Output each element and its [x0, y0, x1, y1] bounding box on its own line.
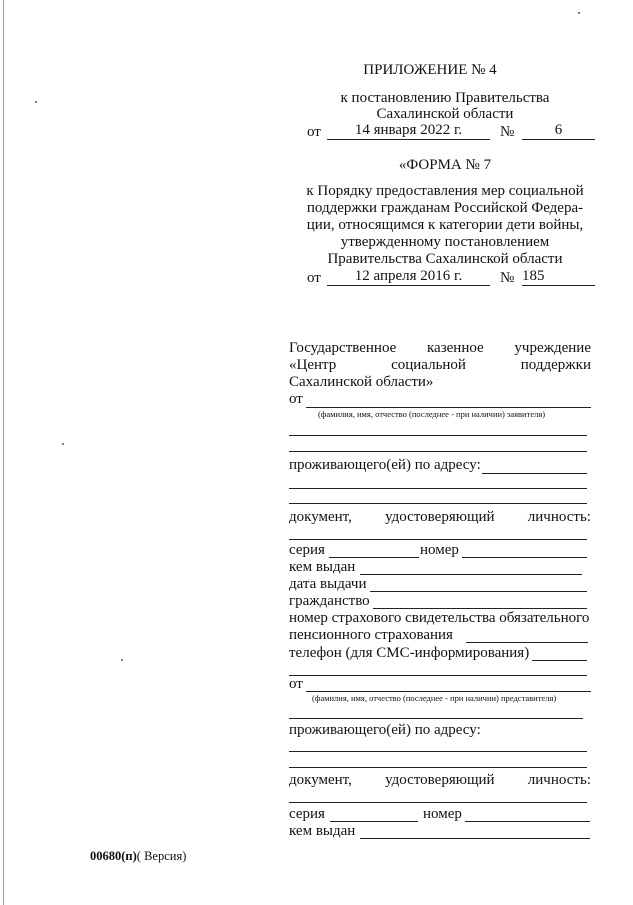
applicant-phone-line-2 — [289, 675, 587, 676]
decree-from-label: от — [307, 124, 321, 140]
representative-issued-by-line — [360, 838, 590, 839]
form-title: «ФОРМА № 7 — [398, 157, 492, 173]
applicant-issued-by-line — [360, 574, 582, 575]
document-word: документ, — [289, 772, 352, 788]
document-word: личность: — [527, 772, 591, 788]
applicant-citizenship-label: гражданство — [289, 593, 370, 609]
scan-edge-line — [3, 0, 4, 905]
decree-line-1: к постановлению Правительства — [340, 90, 550, 106]
applicant-address-line-3 — [289, 503, 587, 504]
applicant-issued-by-label: кем выдан — [289, 559, 356, 575]
applicant-fio-line-2 — [289, 435, 587, 436]
applicant-number-line — [462, 557, 587, 558]
representative-series-line — [330, 821, 418, 822]
representative-address-line — [289, 751, 587, 752]
form-line-2: поддержки гражданам Российской Федера- — [306, 200, 584, 216]
applicant-citizenship-line — [373, 608, 587, 609]
form-line-4: утвержденному постановлением — [340, 234, 550, 250]
representative-fio-line — [306, 691, 591, 692]
representative-series-label: серия — [289, 806, 325, 822]
applicant-fio-line-3 — [289, 451, 587, 452]
representative-fio-line-2 — [289, 718, 583, 719]
representative-from-label: от — [289, 676, 303, 692]
applicant-phone-line — [532, 660, 587, 661]
order-number-label: № — [500, 270, 515, 286]
applicant-phone-label: телефон (для СМС-информирования) — [289, 645, 530, 661]
order-from-label: от — [307, 270, 321, 286]
applicant-snils-line-2: пенсионного страхования — [289, 627, 453, 643]
applicant-issue-date-line — [370, 591, 587, 592]
applicant-address-line — [482, 473, 587, 474]
addressee-word: «Центр — [289, 357, 337, 373]
decree-date-field: 14 января 2022 г. — [327, 122, 490, 140]
document-word: удостоверяющий — [385, 772, 495, 788]
applicant-fio-hint: (фамилия, имя, отчество (последнее - при наличии) заявителя) — [318, 409, 546, 419]
document-word: документ, — [289, 509, 352, 525]
document-word: личность: — [527, 509, 591, 525]
form-line-1: к Порядку предоставления мер социальной — [306, 183, 584, 199]
applicant-snils-line — [466, 642, 588, 643]
applicant-document-line — [289, 539, 587, 540]
representative-document-heading — [289, 772, 591, 789]
representative-fio-hint: (фамилия, имя, отчество (последнее - при наличии) представителя) — [312, 693, 557, 703]
applicant-issue-date-label: дата выдачи — [289, 576, 367, 592]
appendix-title: ПРИЛОЖЕНИЕ № 4 — [363, 62, 497, 78]
representative-address-label: проживающего(ей) по адресу: — [289, 722, 481, 738]
addressee-word: казенное — [427, 340, 484, 356]
addressee-word: учреждение — [514, 340, 591, 356]
decree-number-field: 6 — [522, 122, 595, 140]
decree-number-label: № — [500, 124, 515, 140]
form-line-5: Правительства Сахалинской области — [327, 251, 563, 267]
addressee-line-1 — [289, 340, 591, 357]
scan-speck — [578, 12, 580, 14]
applicant-fio-line — [306, 407, 591, 408]
representative-issued-by-label: кем выдан — [289, 823, 356, 839]
applicant-document-heading — [289, 509, 591, 526]
scan-speck — [62, 443, 64, 445]
scan-speck — [35, 101, 37, 103]
addressee-line-3: Сахалинской области» — [289, 374, 434, 390]
representative-number-line — [465, 821, 590, 822]
representative-address-line-2 — [289, 767, 587, 768]
order-number-field: 185 — [522, 268, 595, 286]
applicant-series-line — [329, 557, 419, 558]
form-line-3: ции, относящимся к категории дети войны, — [306, 217, 584, 233]
representative-number-label: номер — [423, 806, 462, 822]
applicant-address-label: проживающего(ей) по адресу: — [289, 457, 481, 473]
applicant-number-label: номер — [420, 542, 459, 558]
applicant-snils-line-1: номер страхового свидетельства обязательного — [289, 610, 590, 626]
decree-line-2: Сахалинской области — [376, 106, 514, 122]
footer-code: 00680(п) — [90, 849, 137, 863]
footer-version-label: ( Версия) — [136, 849, 187, 863]
addressee-word: поддержки — [520, 357, 591, 373]
footer-version — [90, 849, 186, 864]
scan-speck — [121, 659, 123, 661]
applicant-series-label: серия — [289, 542, 325, 558]
order-date-field: 12 апреля 2016 г. — [327, 268, 490, 286]
representative-document-line — [289, 802, 587, 803]
applicant-from-label: от — [289, 391, 303, 407]
document-word: удостоверяющий — [385, 509, 495, 525]
addressee-word: Государственное — [289, 340, 397, 356]
applicant-address-line-2 — [289, 488, 587, 489]
addressee-line-2 — [289, 357, 591, 374]
addressee-word: социальной — [391, 357, 466, 373]
